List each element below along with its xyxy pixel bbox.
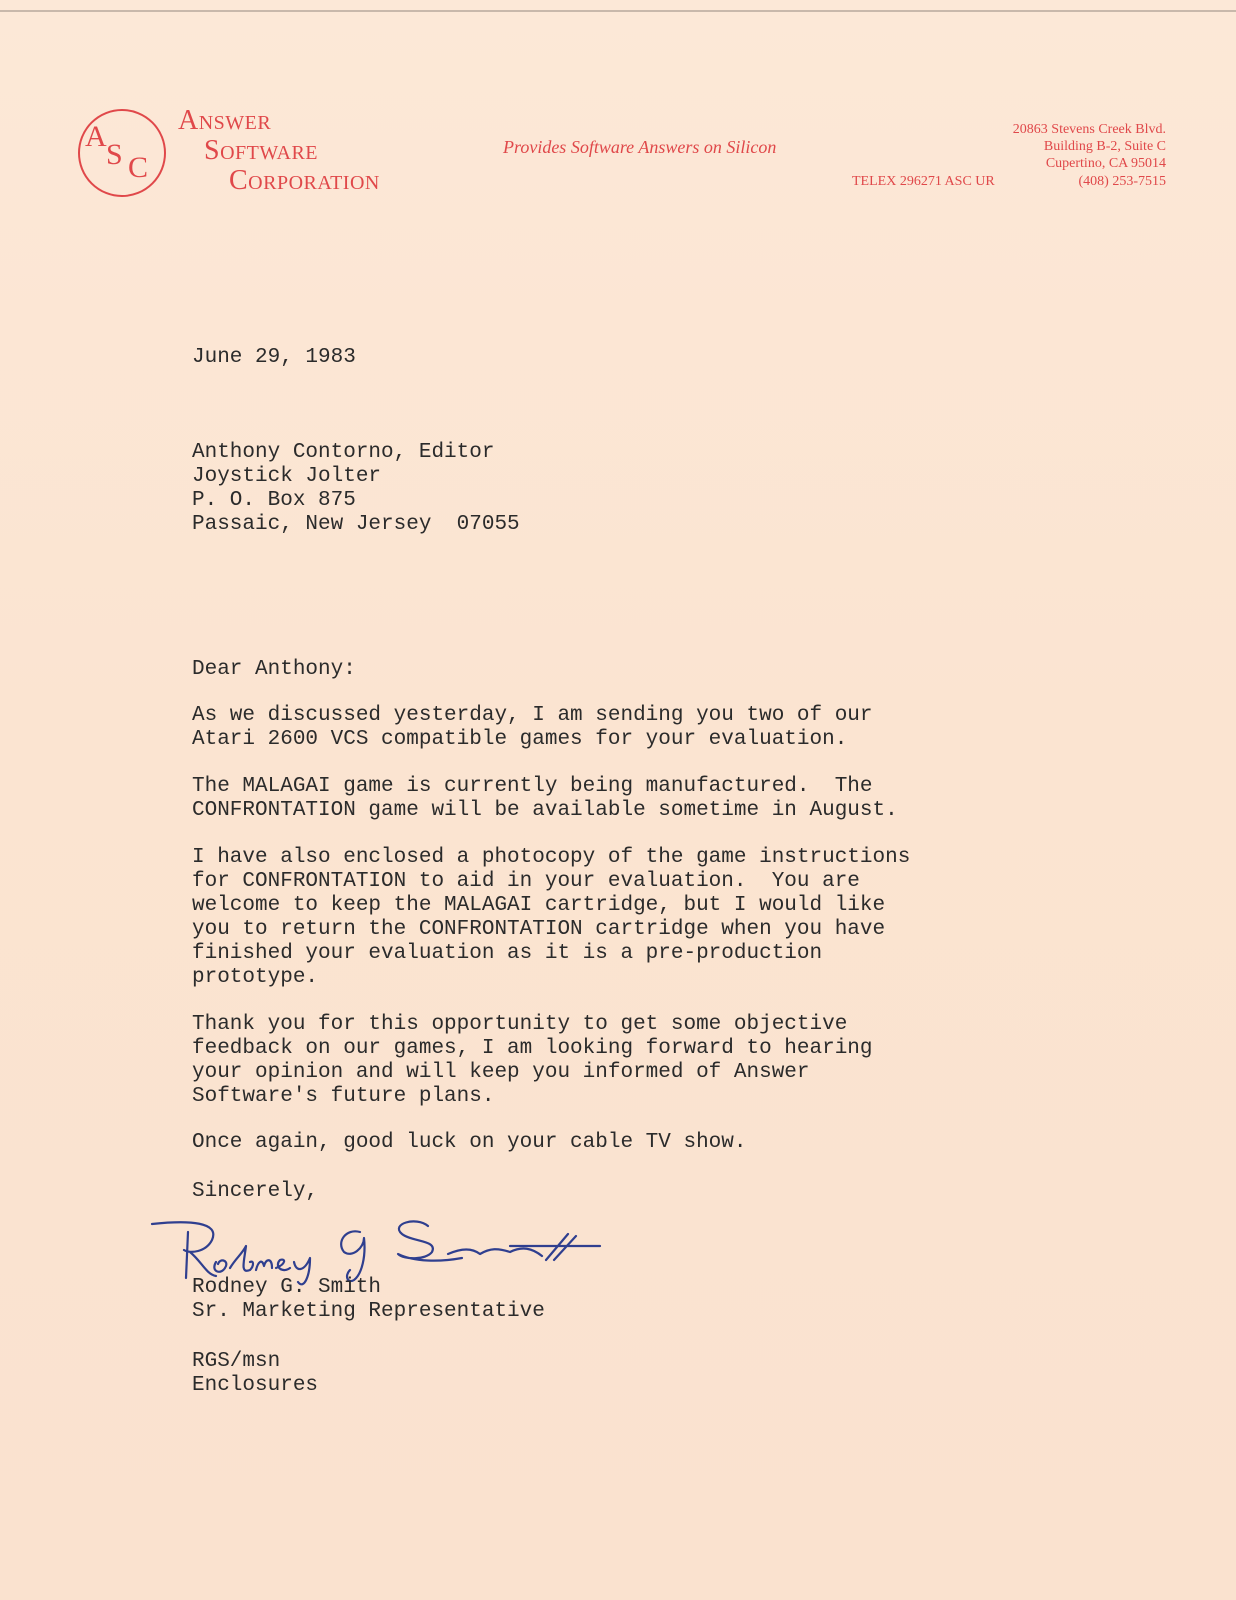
paragraph-3-line-5: finished your evaluation as it is a pre-production (192, 942, 823, 965)
paragraph-3-line-2: for CONFRONTATION to aid in your evaluation. You are (192, 870, 860, 893)
address-line-2: Building B-2, Suite C (1043, 139, 1166, 154)
telex-number: TELEX 296271 ASC UR (852, 174, 995, 189)
reference-initials: RGS/msn (192, 1350, 281, 1373)
recipient-line-3: P. O. Box 875 (192, 489, 356, 512)
paper-top-edge (0, 10, 1236, 12)
recipient-line-1: Anthony Contorno, Editor (192, 441, 495, 464)
recipient-line-4: Passaic, New Jersey 07055 (192, 513, 520, 536)
paragraph-3-line-3: welcome to keep the MALAGAI cartridge, but I would like (192, 894, 886, 917)
address-line-3: Cupertino, CA 95014 (1045, 156, 1166, 171)
tagline: Provides Software Answers on Silicon (503, 137, 777, 157)
paragraph-5-line-1: Once again, good luck on your cable TV show. (192, 1131, 747, 1154)
letter-date: June 29, 1983 (192, 346, 356, 369)
company-name-line-1: Answer (178, 105, 272, 136)
recipient-line-2: Joystick Jolter (192, 465, 382, 488)
paragraph-3-line-6: prototype. (192, 966, 319, 989)
salutation: Dear Anthony: (192, 658, 356, 681)
paragraph-4-line-2: feedback on our games, I am looking forward to hearing (192, 1037, 873, 1060)
paragraph-4-line-1: Thank you for this opportunity to get some objective (192, 1013, 848, 1036)
signer-title: Sr. Marketing Representative (192, 1300, 545, 1323)
address-line-1: 20863 Stevens Creek Blvd. (1012, 122, 1166, 137)
logo-letter-a: A (85, 120, 107, 153)
enclosures-note: Enclosures (192, 1374, 319, 1397)
phone-number: (408) 253-7515 (1078, 174, 1166, 189)
paragraph-4-line-4: Software's future plans. (192, 1085, 495, 1108)
company-name-line-3: Corporation (229, 165, 380, 196)
paragraph-2-line-1: The MALAGAI game is currently being manufactured. The (192, 775, 873, 798)
signer-name: Rodney G. Smith (192, 1276, 382, 1299)
paragraph-2-line-2: CONFRONTATION game will be available sometime in August. (192, 799, 898, 822)
logo-letter-c: C (128, 151, 149, 184)
paragraph-3-line-4: you to return the CONFRONTATION cartridge when you have (192, 918, 886, 941)
paragraph-1-line-2: Atari 2600 VCS compatible games for your evaluation. (192, 728, 848, 751)
paragraph-3-line-1: I have also enclosed a photocopy of the game instructions (192, 846, 911, 869)
paragraph-1-line-1: As we discussed yesterday, I am sending you two of our (192, 704, 873, 727)
company-name-line-2: Software (204, 135, 319, 166)
paragraph-4-line-3: your opinion and will keep you informed of Answer (192, 1061, 810, 1084)
logo-letter-s: S (106, 138, 123, 171)
closing: Sincerely, (192, 1180, 319, 1203)
